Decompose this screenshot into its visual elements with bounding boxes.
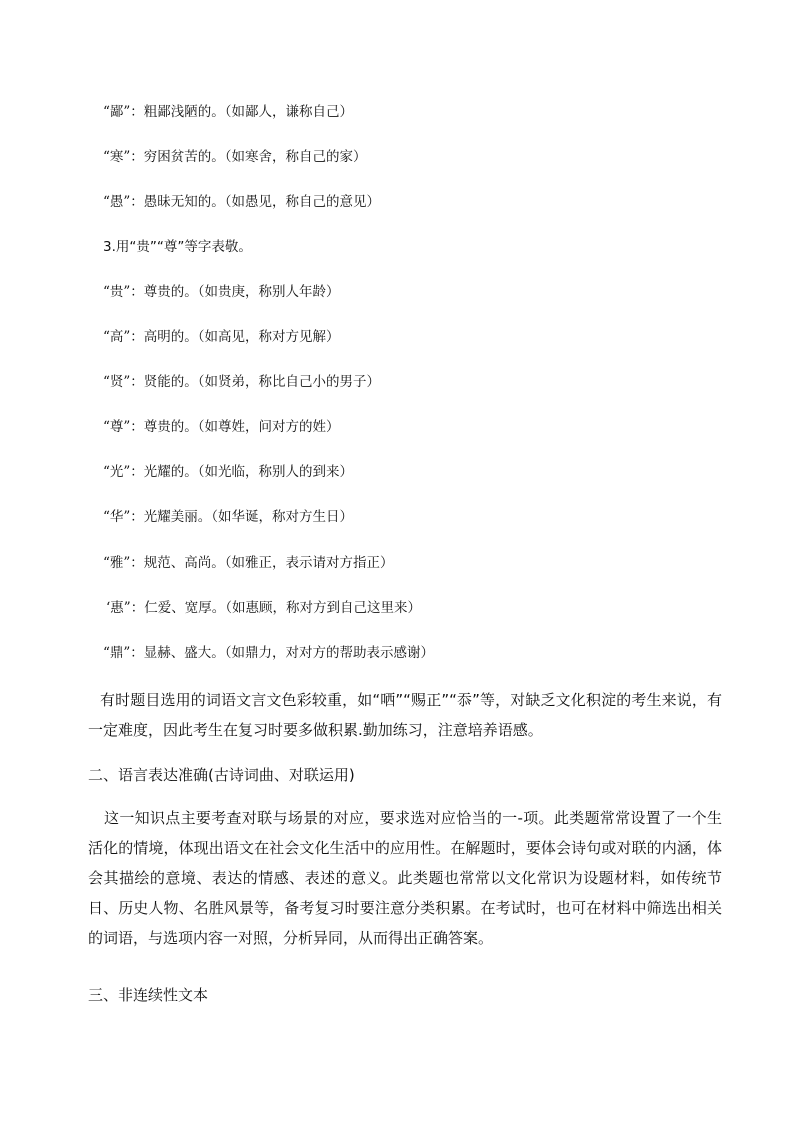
section-heading-3: 三、非连续性文本 [88,986,209,1004]
entry-hua: “华”：光耀美丽。（如华诞，称对方生日） [103,509,354,525]
entry-gui: “贵”：尊贵的。（如贵庚，称别人年龄） [103,284,340,300]
entry-guang: “光”：光耀的。（如光临，称别人的到来） [103,464,354,480]
entry-hui: ‘惠”：仁爱、宽厚。（如惠顾，称对方到自己这里来） [106,600,421,616]
entry-bi: “鄙”：粗鄙浅陋的。（如鄙人，谦称自己） [103,104,354,120]
entry-zun: “尊”：尊贵的。（如尊姓，问对方的姓） [103,419,340,435]
section-heading-2: 二、语言表达准确(古诗词曲、对联运用) [88,766,355,784]
entry-yu: “愚”：愚昧无知的。（如愚见，称自己的意见） [103,194,381,210]
entry-ya: “雅”：规范、高尚。（如雅正，表示请对方指正） [103,555,394,571]
subheading-respect: 3.用“贵”“尊”等字表敬。 [103,239,252,255]
paragraph-vocabulary-note: 有时题目选用的词语文言文色彩较重，如“哂”“赐正”“忝”等，对缺乏文化积淀的考生来说，有一定难度，因此考生在复习时要多做积累.勤加练习，注意培养语感。 [88,691,722,739]
paragraph-couplet-note: 这一知识点主要考查对联与场景的对应，要求选对应恰当的一-项。此类题常常设置了一个生活化的情境，体现出语文在社会文化生活中的应用性。在解题时，要体会诗句或对联的内涵，体会其描绘的意境、表达的情感、表述的意义。此类题也常常以文化常识为设题材料，如传统节日、历史人物、名胜风景等，备考复习时要注意分类积累。在考试时，也可在材料中筛选出相关的词语，与选项内容一对照，分析异同，从而得出正确答案。 [88,809,722,947]
entry-xian: “贤”：贤能的。（如贤弟，称比自己小的男子） [103,374,381,390]
entry-ding: “鼎”：显赫、盛大。（如鼎力，对对方的帮助表示感谢） [103,645,435,661]
entry-gao: “高”：高明的。（如高见，称对方见解） [103,329,340,345]
entry-han: “寒”：穷困贫苦的。（如寒舍，称自己的家） [103,149,367,165]
